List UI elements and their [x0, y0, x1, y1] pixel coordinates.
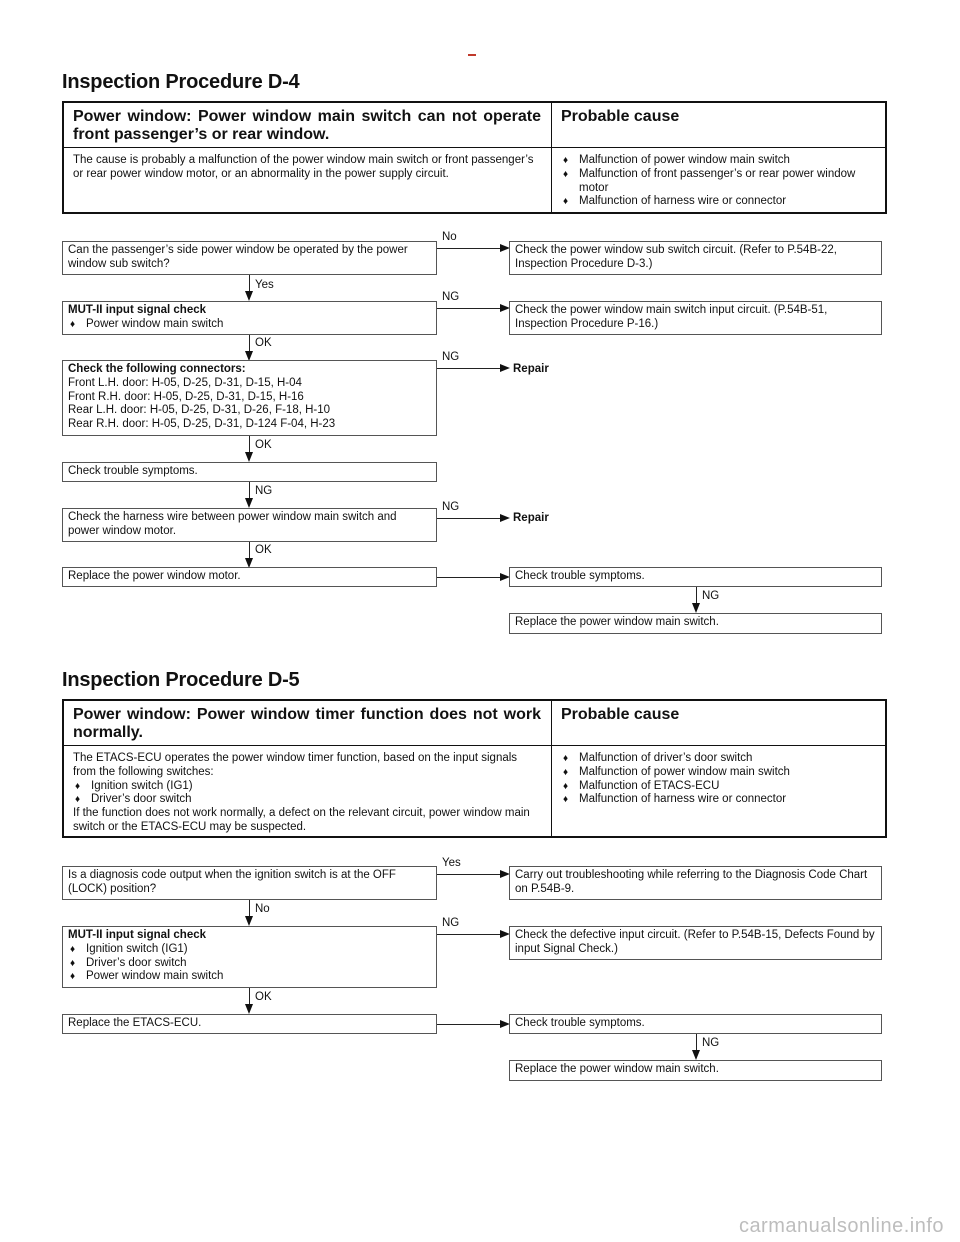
d5-step3-next — [509, 1014, 882, 1034]
d4-step6-box — [62, 567, 437, 587]
branch-label-ng: NG — [255, 485, 273, 497]
d4-description: The cause is probably a malfunction of the power window main switch or front passenger’s or rear power window motor, or an abnormality in the power supply circuit. — [73, 154, 534, 180]
arrow-down-icon — [245, 498, 253, 508]
arrow-right-icon — [500, 364, 510, 372]
step-text: Is a diagnosis code output when the ignition switch is at the OFF (LOCK) position? — [68, 869, 396, 895]
d5-step2-box — [62, 926, 437, 988]
branch-label-ng: NG — [702, 1037, 720, 1049]
cause-item: ♦ Malfunction of harness wire or connector — [561, 195, 861, 209]
step-text: Replace the power window motor. — [68, 570, 241, 582]
branch-label-no: No — [442, 231, 457, 243]
d5-symptom: Power window: Power window timer function does not work normally. — [73, 706, 541, 741]
watermark: carmanualsonline.info — [738, 1215, 944, 1237]
d5-step2-ng-action — [509, 926, 882, 960]
step-text: Check the power window main switch input circuit. (P.54B-51, Inspection Procedure P-16.) — [515, 304, 828, 330]
step-item: ♦ Ignition switch (IG1) — [68, 943, 431, 957]
description-intro: The ETACS-ECU operates the power window timer function, based on the input signals from the following switches: — [73, 752, 518, 778]
cause-item: ♦ Malfunction of driver’s door switch — [561, 752, 861, 766]
description-outro: If the function does not work normally, a defect on the relevant circuit, power window main switch or the ETACS-ECU may be suspected. — [73, 807, 530, 833]
arrow-down-icon — [245, 291, 253, 301]
branch-label-ng: NG — [442, 501, 460, 513]
connector-line: Front R.H. door: H-05, D-25, D-31, D-15, H-16 — [68, 390, 304, 403]
cause-item: ♦ Malfunction of power window main switch — [561, 154, 861, 168]
step-text: Replace the power window main switch. — [515, 1063, 719, 1075]
branch-label-ng: NG — [442, 291, 460, 303]
arrow-down-icon — [692, 603, 700, 613]
d5-step3-box — [62, 1014, 437, 1034]
step-text: Check trouble symptoms. — [68, 465, 198, 477]
arrow-down-icon — [245, 452, 253, 462]
d5-probable-cause-label: Probable cause — [561, 706, 680, 723]
d4-title: Inspection Procedure D-4 — [62, 71, 300, 93]
step-text: Check the defective input circuit. (Refer to P.54B-15, Defects Found by input Signal Check.) — [515, 929, 875, 955]
branch-label-ng: NG — [442, 917, 460, 929]
d4-step4-box — [62, 462, 437, 482]
step-title: MUT-II input signal check — [68, 304, 207, 316]
cause-item: ♦ Malfunction of ETACS-ECU — [561, 780, 861, 794]
branch-label-yes: Yes — [255, 279, 274, 291]
step-item: ♦ Power window main switch — [68, 970, 431, 984]
step-text: Check trouble symptoms. — [515, 1017, 645, 1029]
d5-step4-box — [509, 1060, 882, 1081]
d5-step1-yes-action — [509, 866, 882, 900]
branch-label-ok: OK — [255, 439, 272, 451]
cause-item: ♦ Malfunction of power window main switch — [561, 766, 861, 780]
step-text: Replace the power window main switch. — [515, 616, 719, 628]
d4-probable-cause-label: Probable cause — [561, 108, 680, 125]
d4-cause-table — [62, 101, 887, 214]
branch-label-ok: OK — [255, 991, 272, 1003]
d4-step5-box — [62, 508, 437, 542]
d5-step1-box — [62, 866, 437, 900]
arrow-down-icon — [692, 1050, 700, 1060]
d4-step7-box — [509, 613, 882, 634]
branch-label-ng: NG — [442, 351, 460, 363]
d5-cause-list — [561, 752, 861, 807]
d4-symptom: Power window: Power window main switch can not operate front passenger’s or rear window. — [73, 108, 541, 143]
d4-step5-ng-action: Repair — [513, 512, 549, 524]
step-text: Carry out troubleshooting while referring to the Diagnosis Code Chart on P.54B-9. — [515, 869, 868, 895]
arrow-right-icon — [500, 514, 510, 522]
branch-label-ok: OK — [255, 337, 272, 349]
d5-description — [73, 752, 543, 835]
d5-cause-table — [62, 699, 887, 838]
d4-step2-ng-action — [509, 301, 882, 335]
arrow-down-icon — [245, 916, 253, 926]
cause-item: ♦ Malfunction of harness wire or connector — [561, 793, 861, 807]
arrow-down-icon — [245, 1004, 253, 1014]
step-item: ♦ Power window main switch — [68, 318, 431, 332]
description-item: ♦ Driver’s door switch — [73, 793, 543, 807]
step-title: MUT-II input signal check — [68, 929, 207, 941]
d4-cause-list — [561, 154, 861, 209]
step-text: Check trouble symptoms. — [515, 570, 645, 582]
step-item: ♦ Driver’s door switch — [68, 957, 431, 971]
d4-step3-ng-action: Repair — [513, 363, 549, 375]
d4-step3-box — [62, 360, 437, 436]
d4-step1-box — [62, 241, 437, 275]
branch-label-ng: NG — [702, 590, 720, 602]
step-text: Check the harness wire between power window main switch and power window motor. — [68, 511, 397, 537]
d4-step1-no-action — [509, 241, 882, 275]
step-text: Replace the ETACS-ECU. — [68, 1017, 202, 1029]
header-marker — [468, 54, 476, 56]
cause-item: ♦ Malfunction of front passenger’s or rear power window motor — [561, 168, 861, 196]
step-title: Check the following connectors: — [68, 363, 246, 375]
connector-line: Rear R.H. door: H-05, D-25, D-31, D-124 F-04, H-23 — [68, 418, 336, 431]
connector-line: Rear L.H. door: H-05, D-25, D-31, D-26, F-18, H-10 — [68, 404, 331, 417]
description-item: ♦ Ignition switch (IG1) — [73, 780, 543, 794]
step-text: Check the power window sub switch circuit. (Refer to P.54B-22, Inspection Procedure D-3.) — [515, 244, 837, 270]
branch-label-no: No — [255, 903, 270, 915]
connector-line: Front L.H. door: H-05, D-25, D-31, D-15, H-04 — [68, 376, 302, 389]
branch-label-ok: OK — [255, 544, 272, 556]
d4-step6-next — [509, 567, 882, 587]
step-text: Can the passenger’s side power window be operated by the power window sub switch? — [68, 244, 408, 270]
d5-title: Inspection Procedure D-5 — [62, 669, 300, 691]
branch-label-yes: Yes — [442, 857, 461, 869]
d4-step2-box — [62, 301, 437, 335]
